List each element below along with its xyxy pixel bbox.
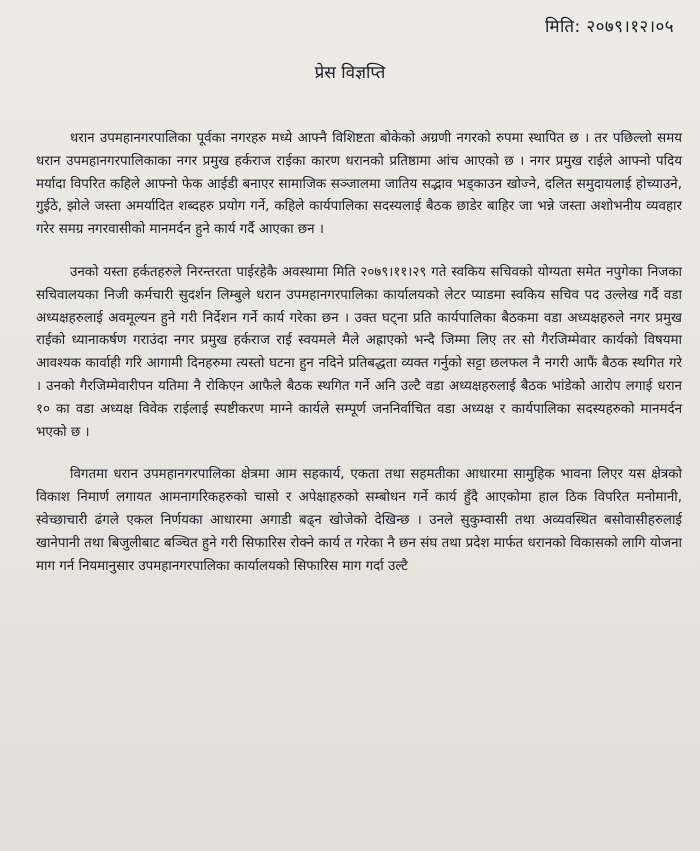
date-value: २०७९।१२।०५ [586, 17, 674, 37]
date-label: मिति: [544, 17, 581, 37]
paragraph-2: उनको यस्ता हर्कतहरुले निरन्तरता पाईरहेकै अवस्थामा मिति २०७९।११।२९ गते स्वकिय सचिवको योग्यता समेत नपुगेका निजका सचिवालयका निजी कर्मचारी सुदर्शन लिम्बुले धरान उपमहानगरपालिका कार्यालयको लेटर प्याडमा स्वकिय सचिव पद उल्लेख गर्दै वडा अध्यक्षहरुलाई अवमूल्यन हुने गरी निर्देशन गर्ने कार्य गरेका छन । उक्त घट्ना प्रति कार्यपालिका बैठकमा वडा अध्यक्षहरुले नगर प्रमुख राईको ध्यानाकर्षण गराउंदा नगर प्रमुख हर्कराज राई स्वयमले मैले अह्राएको भन्दै जिम्मा लिए तर सो गैरजिम्मेवार कार्यको विषयमा आवश्यक कार्वाही गरि आगामी दिनहरुमा त्यस्तो घटना हुन नदिने प्रतिबद्धता व्यक्त गर्नुको सट्टा छलफल नै नगरी आफैं बैठक स्थगित गरे । उनको गैरजिम्मेवारीपन यतिमा नै रोकिएन आफैले बैठक स्थगित गर्ने अनि उल्टै वडा अध्यक्षहरुलाई बैठक भांडेको आरोप लगाई धरान १० का वडा अध्यक्ष विवेक राईलाई स्पष्टीकरण माग्ने कार्यले सम्पूर्ण जननिर्वाचित वडा अध्यक्ष र कार्यपालिका सदस्यहरुको मानमर्दन भएको छ । [36, 264, 682, 440]
paragraph-1: धरान उपमहानगरपालिका पूर्वका नगरहरु मध्ये आफ्नै विशिष्टता बोकेको अग्रणी नगरको रुपमा स्थापित छ । तर पछिल्लो समय धरान उपमहानगरपालिकाका नगर प्रमुख हर्कराज राईका कारण धरानको प्रतिष्ठामा आंच आएको छ । नगर प्रमुख राईले आफ्नो पदिय मर्यादा विपरित कहिले आफ्नो फेक आईडी बनाएर सामाजिक सञ्जालमा जातिय सद्भाव भड्काउन खोज्ने, दलित समुदायलाई होच्याउने, गुईठे, झोले जस्ता अमर्यादित शब्दहरु प्रयोग गर्ने, कहिले कार्यपालिका सदस्यलाई बैठक छाडेर बाहिर जा भन्ने जस्ता अशोभनीय व्यवहार गरेर समग्र नगरवासीको मानमर्दन हुने कार्य गर्दै आएका छन । [36, 131, 682, 238]
document-body [36, 128, 682, 598]
paragraph-3: विगतमा धरान उपमहानगरपालिका क्षेत्रमा आम सहकार्य, एकता तथा सहमतीका आधारमा सामुहिक भावना लिएर यस क्षेत्रको विकाश निमार्ण लगायत आमनागरिकहरुको चासो र अपेक्षाहरुको सम्बोधन गर्ने कार्य हुँदै आएकोमा हाल ठिक विपरित मनोमानी, स्वेच्छाचारी ढंगले एकल निर्णयका आधारमा अगाडी बढ्न खोजेको देखिन्छ । उनले सुकुम्वासी तथा अव्यवस्थित बसोवासीहरुलाई खानेपानी तथा बिजुलीबाट बञ्चित हुने गरी सिफारिस रोक्ने कार्य त गरेका नै छन संघ तथा प्रदेश मार्फत धरानको विकासको लागि योजना माग गर्न नियमानुसार उपमहानगरपालिका कार्यालयको सिफारिस माग गर्दा उल्टै [36, 467, 682, 574]
document-title: प्रेस विज्ञप्ति [314, 63, 386, 83]
date-line [545, 14, 674, 37]
